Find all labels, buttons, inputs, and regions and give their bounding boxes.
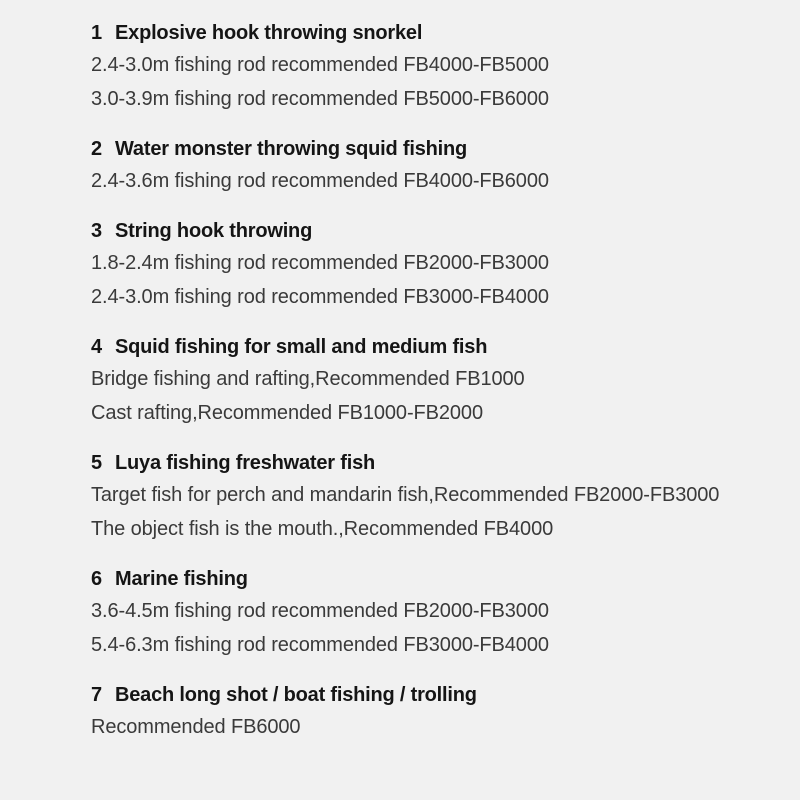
section-heading xyxy=(91,448,781,478)
section-6 xyxy=(91,564,781,662)
section-title: Squid fishing for small and medium fish xyxy=(115,336,488,358)
section-title: String hook throwing xyxy=(115,220,313,242)
section-heading xyxy=(91,18,781,48)
section-heading xyxy=(91,680,781,710)
section-number: 4 xyxy=(91,336,102,358)
section-5 xyxy=(91,448,781,546)
recommendation-list xyxy=(91,18,781,744)
section-number: 3 xyxy=(91,220,102,242)
section-heading xyxy=(91,564,781,594)
recommendation-line: 2.4-3.0m fishing rod recommended FB3000-FB4000 xyxy=(91,286,549,308)
recommendation-line: Bridge fishing and rafting,Recommended FB1000 xyxy=(91,368,525,390)
section-2 xyxy=(91,134,781,198)
recommendation-line: 1.8-2.4m fishing rod recommended FB2000-FB3000 xyxy=(91,252,549,274)
recommendation-line: 3.6-4.5m fishing rod recommended FB2000-FB3000 xyxy=(91,600,549,622)
section-title: Marine fishing xyxy=(115,568,248,590)
section-number: 7 xyxy=(91,684,102,706)
section-1 xyxy=(91,18,781,116)
section-3 xyxy=(91,216,781,314)
section-4 xyxy=(91,332,781,430)
section-heading xyxy=(91,216,781,246)
recommendation-line: 3.0-3.9m fishing rod recommended FB5000-FB6000 xyxy=(91,88,549,110)
section-title: Beach long shot / boat fishing / trolling xyxy=(115,684,477,706)
recommendation-line: Cast rafting,Recommended FB1000-FB2000 xyxy=(91,402,483,424)
section-heading xyxy=(91,134,781,164)
section-number: 6 xyxy=(91,568,102,590)
section-number: 2 xyxy=(91,138,102,160)
section-title: Water monster throwing squid fishing xyxy=(115,138,468,160)
recommendation-line: The object fish is the mouth.,Recommended FB4000 xyxy=(91,518,554,540)
recommendation-line: 2.4-3.6m fishing rod recommended FB4000-FB6000 xyxy=(91,170,549,192)
section-title: Explosive hook throwing snorkel xyxy=(115,22,423,44)
section-number: 5 xyxy=(91,452,102,474)
recommendation-line: Target fish for perch and mandarin fish,Recommended FB2000-FB3000 xyxy=(91,484,720,506)
section-number: 1 xyxy=(91,22,102,44)
recommendation-line: 2.4-3.0m fishing rod recommended FB4000-FB5000 xyxy=(91,54,549,76)
section-heading xyxy=(91,332,781,362)
recommendation-line: Recommended FB6000 xyxy=(91,716,301,738)
recommendation-line: 5.4-6.3m fishing rod recommended FB3000-FB4000 xyxy=(91,634,549,656)
section-7 xyxy=(91,680,781,744)
section-title: Luya fishing freshwater fish xyxy=(115,452,376,474)
